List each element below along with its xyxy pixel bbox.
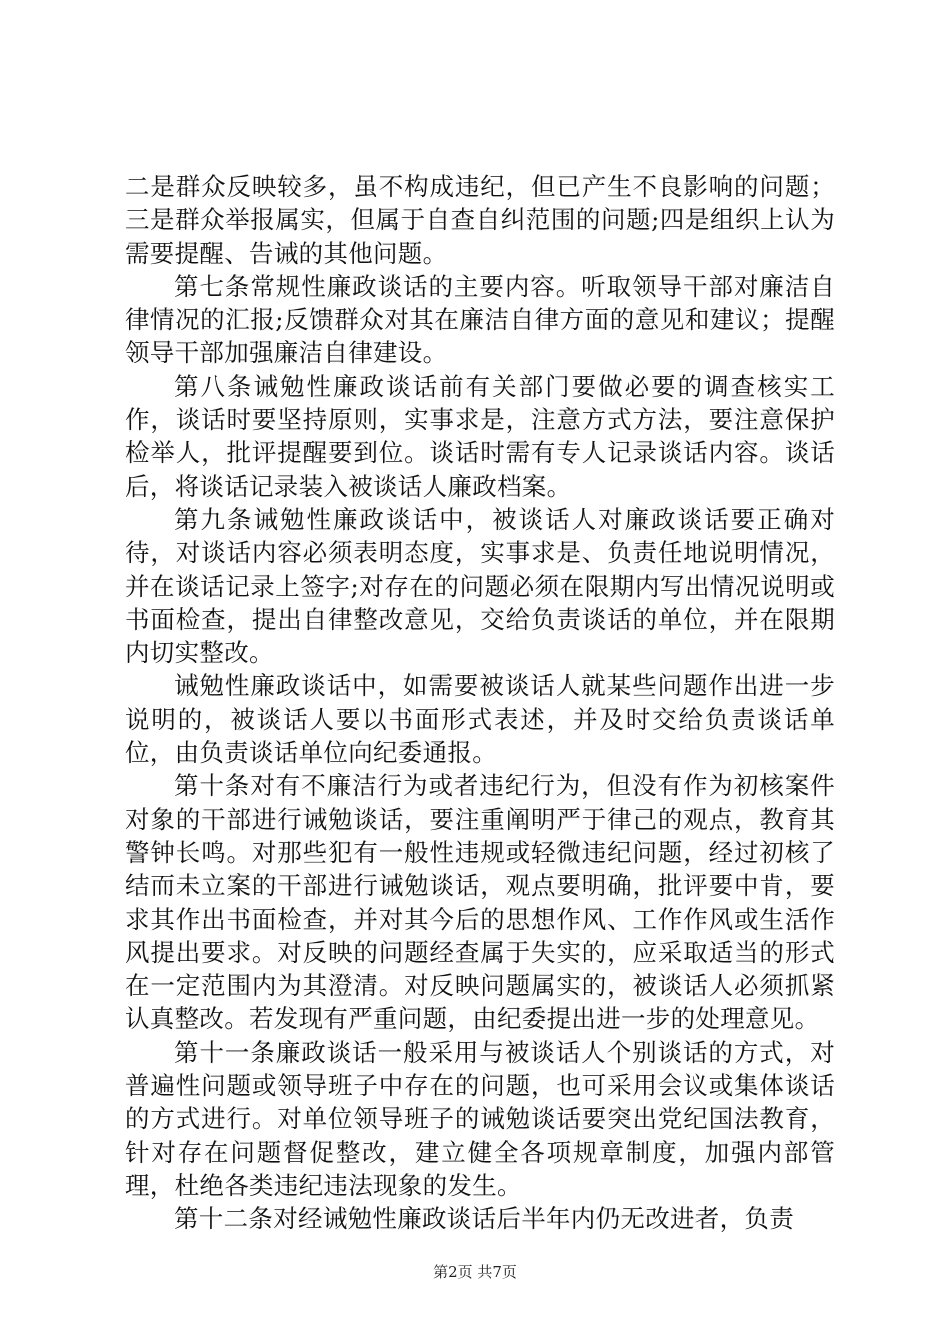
paragraph-continuation: 二是群众反映较多，虽不构成违纪，但已产生不良影响的问题；三是群众举报属实，但属于自查自纠范围的问题;四是组织上认为需要提醒、告诫的其他问题。: [125, 172, 835, 268]
paragraph-article-12: 第十二条对经诫勉性廉政谈话后半年内仍无改进者，负责: [174, 1204, 794, 1234]
page-number-footer: 第2页 共7页: [433, 1263, 517, 1281]
document-body: [125, 170, 835, 1236]
paragraph-article-7: 第七条常规性廉政谈话的主要内容。听取领导干部对廉洁自律情况的汇报;反馈群众对其在廉洁自律方面的意见和建议；提醒领导干部加强廉洁自律建设。: [125, 271, 835, 368]
paragraph-article-10: 第十条对有不廉洁行为或者违纪行为，但没有作为初核案件对象的干部进行诫勉谈话，要注重阐明严于律己的观点，教育其警钟长鸣。对那些犯有一般性违规或轻微违纪问题，经过初核了结而未立案的干部进行诫勉谈话，观点要明确，批评要中肯，要求其作出书面检查，并对其今后的思想作风、工作作风或生活作风提出要求。对反映的问题经查属于失实的，应采取适当的形式在一定范围内为其澄清。对反映问题属实的，被谈话人必须抓紧认真整改。若发现有严重问题，由纪委提出进一步的处理意见。: [125, 771, 835, 1034]
paragraph-article-9: 第九条诫勉性廉政谈话中，被谈话人对廉政谈话要正确对待，对谈话内容必须表明态度，实事求是、负责任地说明情况，并在谈话记录上签字;对存在的问题必须在限期内写出情况说明或书面检查，提出自律整改意见，交给负责谈话的单位，并在限期内切实整改。: [125, 504, 835, 668]
paragraph-article-11: 第十一条廉政谈话一般采用与被谈话人个别谈话的方式，对普遍性问题或领导班子中存在的问题，也可采用会议或集体谈话的方式进行。对单位领导班子的诫勉谈话要突出党纪国法教育，针对存在问题督促整改，建立健全各项规章制度，加强内部管理，杜绝各类违纪违法现象的发生。: [125, 1037, 835, 1200]
paragraph-article-9-supplement: 诫勉性廉政谈话中，如需要被谈话人就某些问题作出进一步说明的，被谈话人要以书面形式表述，并及时交给负责谈话单位，由负责谈话单位向纪委通报。: [125, 671, 835, 768]
paragraph-article-8: 第八条诫勉性廉政谈话前有关部门要做必要的调查核实工作，谈话时要坚持原则，实事求是，注意方式方法，要注意保护检举人，批评提醒要到位。谈话时需有专人记录谈话内容。谈话后，将谈话记录装入被谈话人廉政档案。: [125, 371, 835, 501]
